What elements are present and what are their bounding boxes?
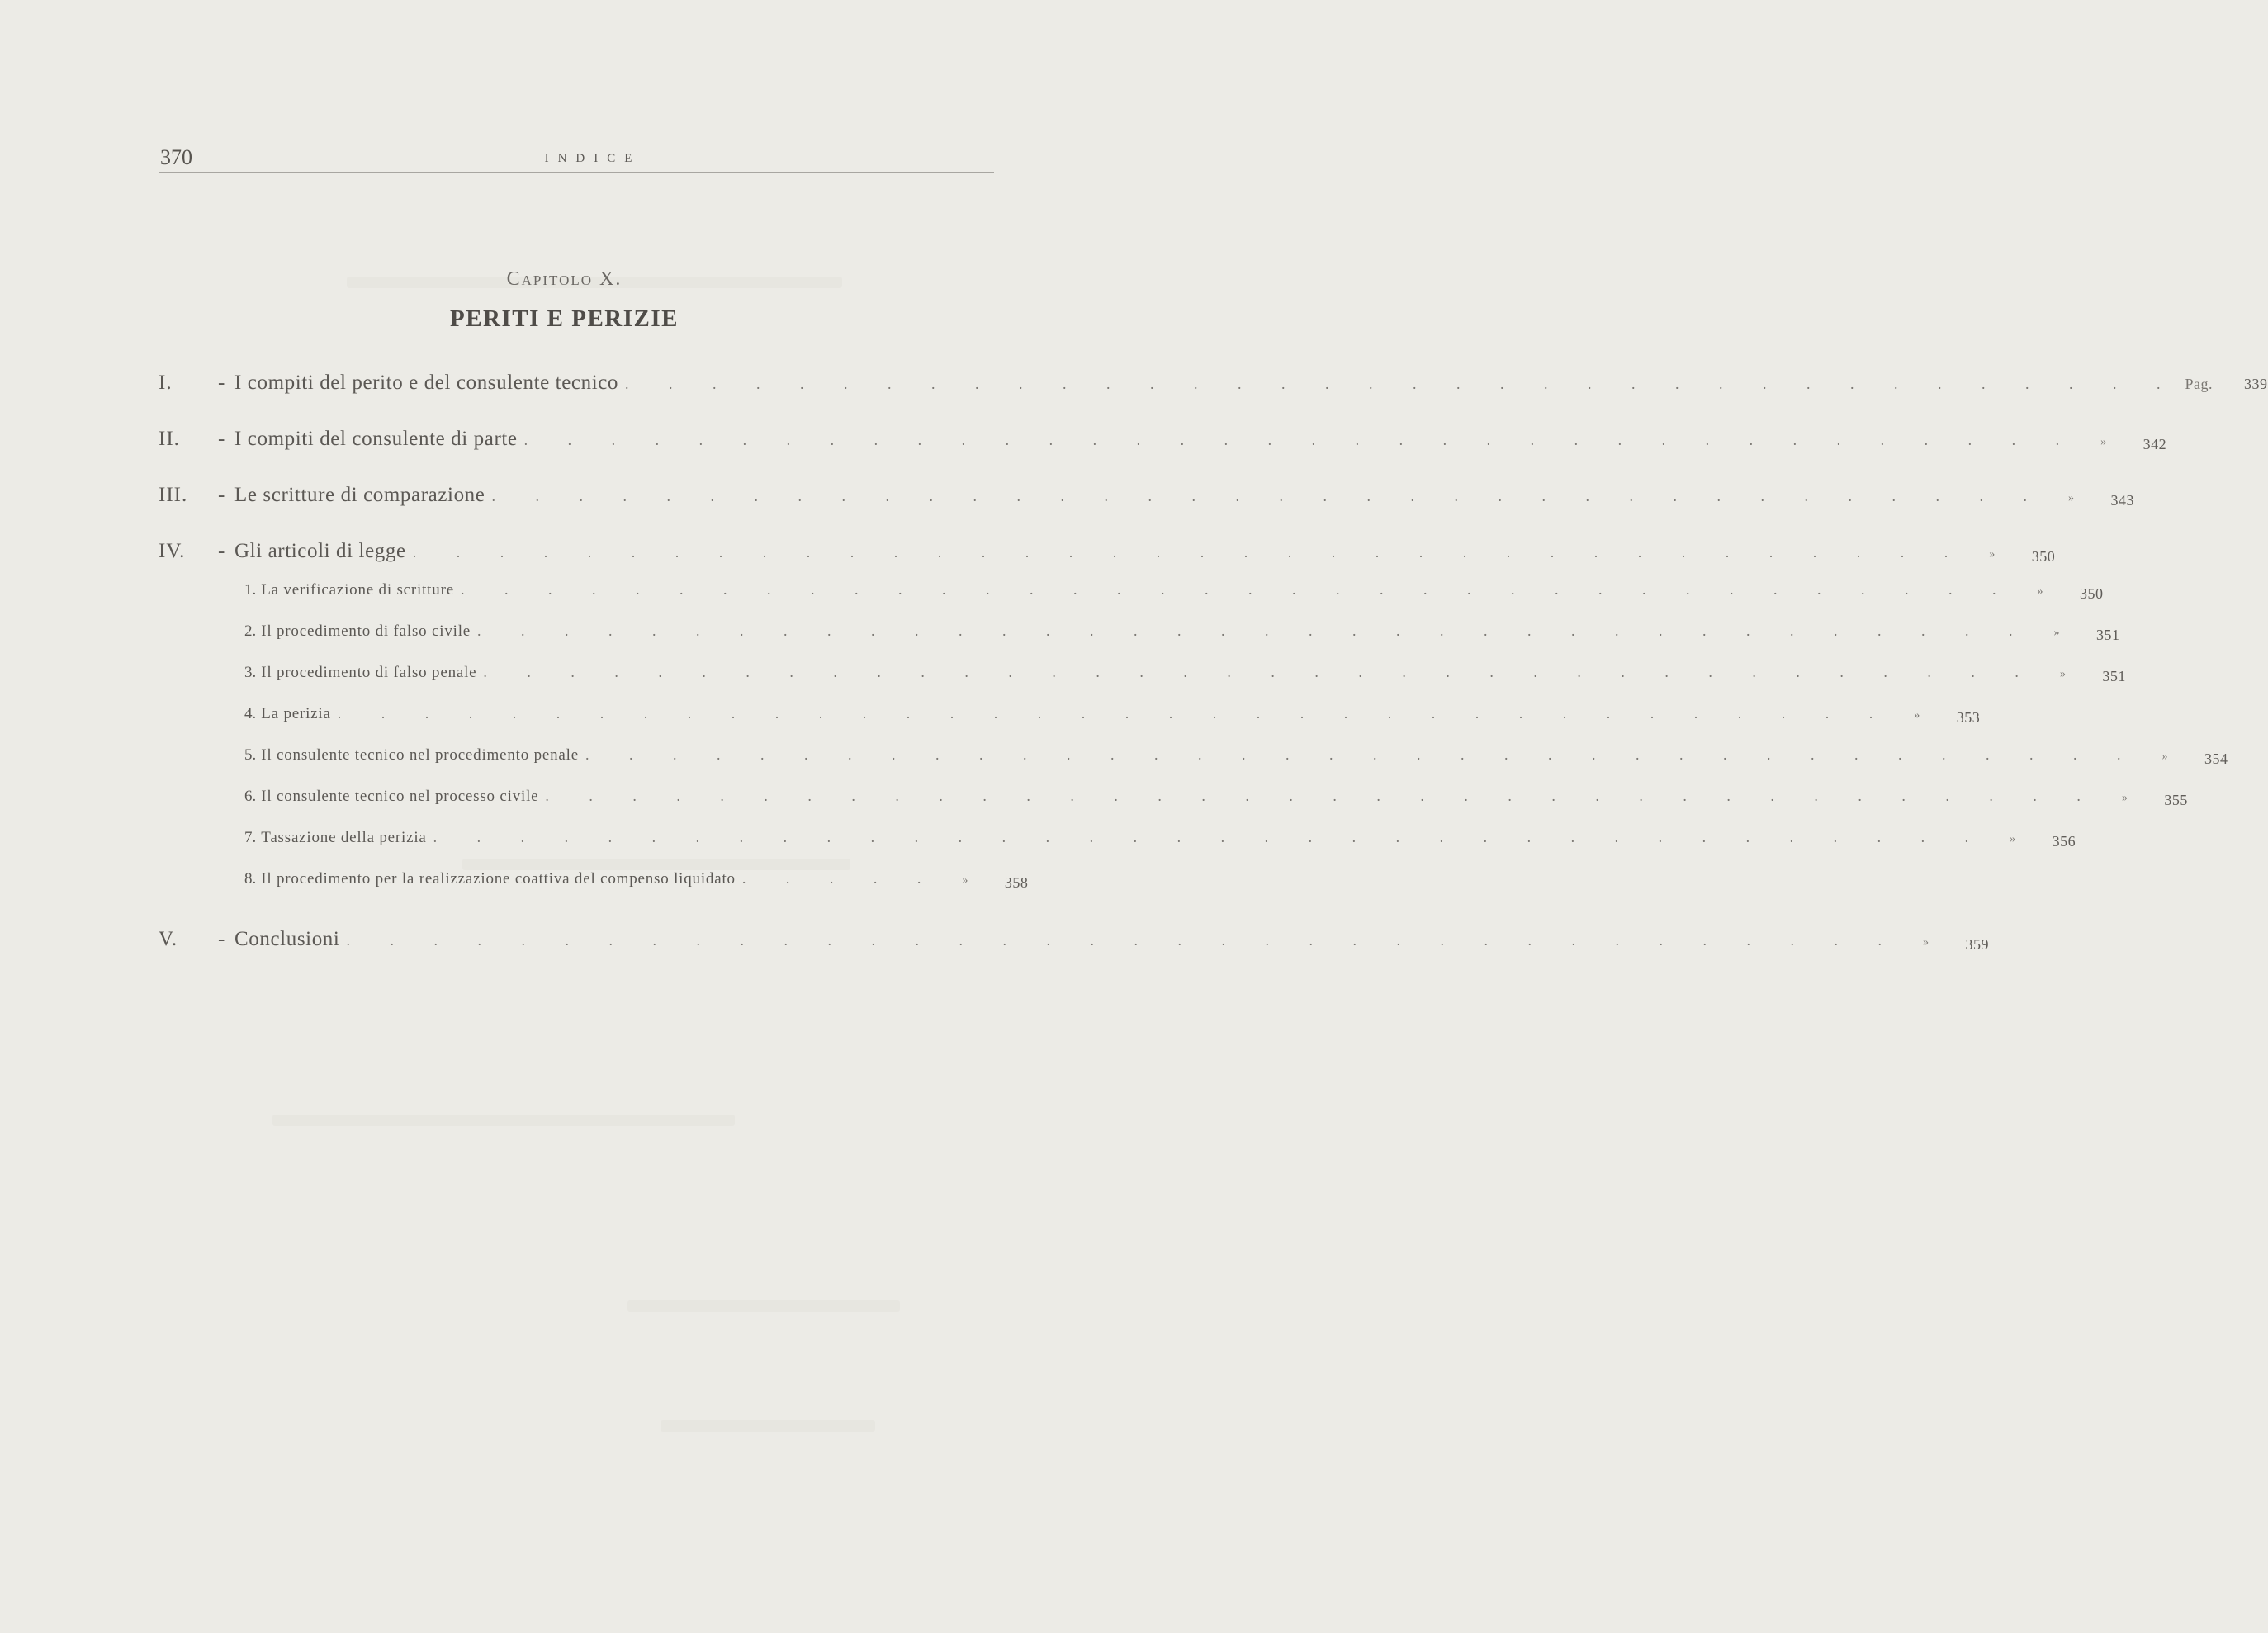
page-number-ref: 351 xyxy=(2102,668,2126,684)
dot-leader: . . . . . xyxy=(741,870,940,887)
dot-leader: . . . . . . . . . . . . . . . . . . . . . . . . . . . . . . . . . . . . xyxy=(523,432,2078,448)
toc-entry-subsection[interactable] xyxy=(159,746,2228,768)
dot-leader: . . . . . . . . . . . . . . . . . . . . . . . . . . . . . . . . . . . . xyxy=(483,664,2037,680)
subsection-title: Il consulente tecnico nel procedimento penale xyxy=(261,746,579,764)
ditto-mark: » xyxy=(962,874,968,887)
ditto-mark: » xyxy=(2053,627,2060,639)
dash-separator: - xyxy=(218,928,225,950)
show-through-mark xyxy=(462,859,850,870)
show-through-mark xyxy=(661,1420,875,1432)
subsection-number: 4. xyxy=(244,705,257,722)
page-reference xyxy=(2185,376,2268,393)
subsection-title: La verificazione di scritture xyxy=(261,581,454,599)
page-number-ref: 342 xyxy=(2143,436,2167,452)
page-reference xyxy=(1897,709,1980,727)
dot-leader: . . . . . . . . . . . . . . . . . . . . . . . . . . . . . . . . . . . . xyxy=(433,829,1987,845)
section-title: Gli articoli di legge xyxy=(234,540,406,562)
toc-entry-subsection[interactable] xyxy=(159,705,1981,727)
page-number-ref: 343 xyxy=(2110,492,2134,509)
ditto-mark: » xyxy=(2100,436,2107,448)
ditto-mark: » xyxy=(2059,668,2066,680)
page-reference xyxy=(945,874,1028,892)
dot-leader: . . . . . . . . . . . . . . . . . . . . . . . . . . . . . . . . . . . . xyxy=(346,932,1900,949)
dot-leader: . . . . . . . . . . . . . . . . . . . . . . . . . . . . . . . . . . . . xyxy=(477,622,2031,639)
toc-entry-subsection[interactable] xyxy=(159,870,1029,892)
subsection-number: 8. xyxy=(244,870,257,888)
toc-entry-section-3[interactable] xyxy=(159,484,2134,509)
toc-entry-subsection[interactable] xyxy=(159,581,2104,603)
section-title: Le scritture di comparazione xyxy=(234,484,485,506)
page-number-ref: 350 xyxy=(2031,548,2056,565)
section-numeral: V. xyxy=(159,928,178,950)
dash-separator: - xyxy=(218,540,225,562)
page-number-ref: 356 xyxy=(2052,833,2076,850)
page-reference xyxy=(2043,668,2126,685)
section-numeral: IV. xyxy=(159,540,186,562)
section-numeral: III. xyxy=(159,484,188,506)
show-through-mark xyxy=(272,1115,735,1126)
dash-separator: - xyxy=(218,484,225,506)
subsection-number: 2. xyxy=(244,622,257,640)
ditto-mark: » xyxy=(1922,936,1929,949)
page-header xyxy=(159,142,994,173)
subsection-number: 1. xyxy=(244,581,257,599)
section-numeral: I. xyxy=(159,372,173,394)
ditto-mark: » xyxy=(2121,792,2128,804)
subsection-number: 5. xyxy=(244,746,257,764)
subsection-title: Il procedimento di falso penale xyxy=(261,664,477,681)
section-numeral: II. xyxy=(159,428,180,450)
ditto-mark: » xyxy=(2067,492,2074,504)
page-number-ref: 354 xyxy=(2204,750,2228,767)
page-number-ref: 351 xyxy=(2096,627,2120,643)
subsection-title: Il consulente tecnico nel processo civile xyxy=(261,788,539,805)
toc-entry-subsection[interactable] xyxy=(159,622,2120,644)
toc-entry-section-4[interactable] xyxy=(159,540,2056,566)
dot-leader: . . . . . . . . . . . . . . . . . . . . . . . . . . . . . . . . . . . . xyxy=(460,581,2015,598)
page-number-ref: 339 xyxy=(2244,376,2268,392)
toc-entry-section-2[interactable] xyxy=(159,428,2167,453)
subsection-title: Tassazione della perizia xyxy=(261,829,427,846)
toc-entry-subsection[interactable] xyxy=(159,664,2126,685)
page-abbreviation: Pag. xyxy=(2185,376,2214,392)
dot-leader: . . . . . . . . . . . . . . . . . . . . . . . . . . . . . . . . . . . . xyxy=(625,376,2179,392)
ditto-mark: » xyxy=(1989,548,1996,561)
dot-leader: . . . . . . . . . . . . . . . . . . . . . . . . . . . . . . . . . . . . xyxy=(337,705,1892,722)
show-through-mark xyxy=(627,1300,900,1312)
toc-entry-subsection[interactable] xyxy=(159,829,2076,850)
subsection-number: 7. xyxy=(244,829,257,846)
dot-leader: . . . . . . . . . . . . . . . . . . . . . . . . . . . . . . . . . . . . xyxy=(585,746,2139,763)
dash-separator: - xyxy=(218,372,225,394)
chapter-title: PERITI E PERIZIE xyxy=(449,305,679,332)
page-reference xyxy=(1993,833,2076,850)
chapter-label: Capitolo X. xyxy=(506,268,623,290)
page-reference xyxy=(2145,750,2228,768)
ditto-mark: » xyxy=(1914,709,1920,722)
ditto-mark: » xyxy=(2037,585,2043,598)
ditto-mark: » xyxy=(2161,750,2168,763)
page-number-ref: 359 xyxy=(1965,936,1989,953)
section-title: I compiti del consulente di parte xyxy=(234,428,518,450)
dot-leader: . . . . . . . . . . . . . . . . . . . . . . . . . . . . . . . . . . . . xyxy=(412,544,1967,561)
page-number-ref: 358 xyxy=(1004,874,1029,891)
section-title: I compiti del perito e del consulente tecnico xyxy=(234,372,619,394)
page-reference xyxy=(2038,627,2120,644)
page-number-ref: 355 xyxy=(2164,792,2188,808)
ditto-mark: » xyxy=(2010,833,2016,845)
dot-leader: . . . . . . . . . . . . . . . . . . . . . . . . . . . . . . . . . . . . xyxy=(491,488,2045,504)
subsection-number: 6. xyxy=(244,788,257,805)
running-head: INDICE xyxy=(544,152,642,165)
page-reference xyxy=(2105,792,2188,809)
page-number-ref: 350 xyxy=(2079,585,2104,602)
page-reference xyxy=(2020,585,2103,603)
page-number: 370 xyxy=(160,145,192,169)
page-number-ref: 353 xyxy=(1956,709,1981,726)
subsection-title: Il procedimento per la realizzazione coattiva del compenso liquidato xyxy=(261,870,736,888)
subsection-title: Il procedimento di falso civile xyxy=(261,622,471,640)
page-reference xyxy=(2084,436,2166,453)
section-title: Conclusioni xyxy=(234,928,340,950)
dash-separator: - xyxy=(218,428,225,450)
toc-entry-subsection[interactable] xyxy=(159,788,2188,809)
page-reference xyxy=(2052,492,2134,509)
dot-leader: . . . . . . . . . . . . . . . . . . . . . . . . . . . . . . . . . . . . xyxy=(545,788,2099,804)
toc-entry-section-1[interactable] xyxy=(159,372,2268,395)
subsection-title: La perizia xyxy=(261,705,331,722)
page-reference xyxy=(1972,548,2055,566)
subsection-number: 3. xyxy=(244,664,257,681)
toc-entry-section-5[interactable] xyxy=(159,928,1989,954)
page-reference xyxy=(1906,936,1989,954)
